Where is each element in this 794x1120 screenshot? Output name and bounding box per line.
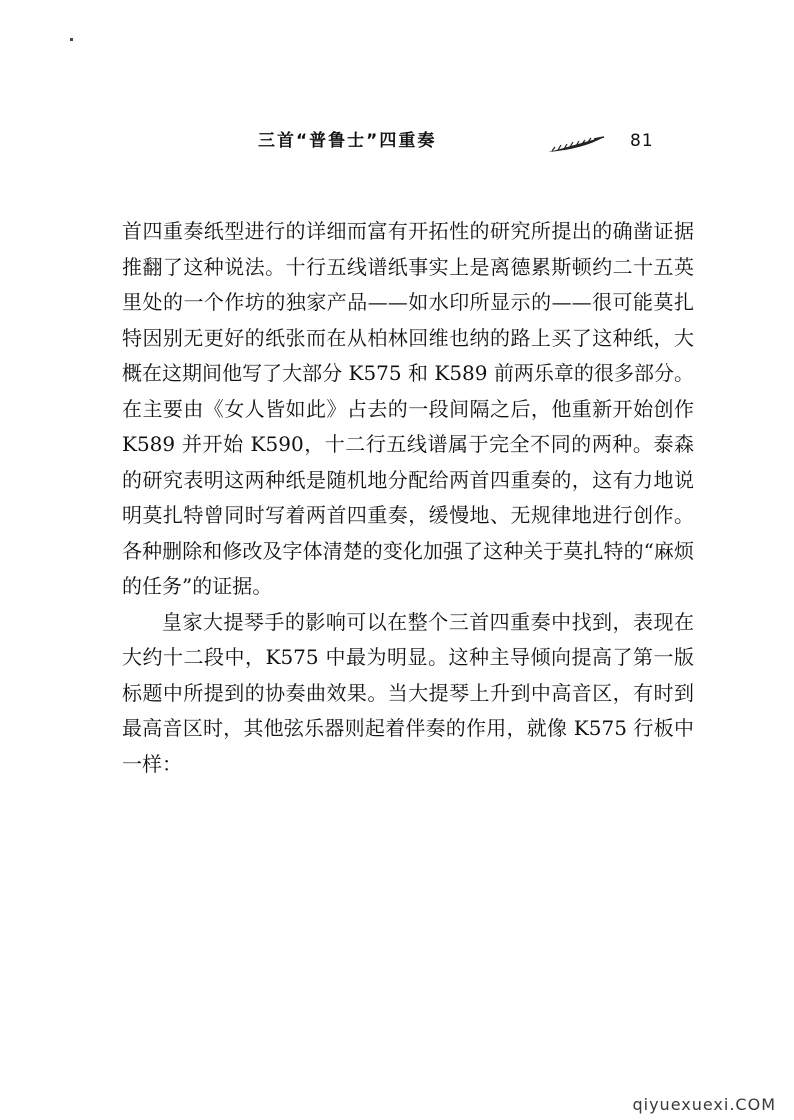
page-corner-mark <box>70 38 73 41</box>
page-number: 81 <box>630 131 654 151</box>
site-watermark: qiyuexuexi.COM <box>632 1095 776 1114</box>
paragraph-continued: 首四重奏纸型进行的详细而富有开拓性的研究所提出的确凿证据推翻了这种说法。十行五线谱纸事实上是离德累斯顿约二十五英里处的一个作坊的独家产品——如水印所显示的——很可能莫扎特因别无更好的纸张而在从柏林回维也纳的路上买了这种纸，大概在这期间他写了大部分 K575 和 K589 前两乐章的很多部分。在主要由《女人皆如此》占去的一段间隔之后，他重新开始创作 K589 并开始 K590，十二行五线谱属于完全不同的两种。泰森的研究表明这两种纸是随机地分配给两首四重奏的，这有力地说明莫扎特曾同时写着两首四重奏，缓慢地、无规律地进行创作。各种删除和修改及字体清楚的变化加强了这种关于莫扎特的“麻烦的任务”的证据。 <box>122 219 694 598</box>
header-title: 三首“普鲁士”四重奏 <box>258 131 437 151</box>
feather-ornament-icon <box>546 134 608 156</box>
running-header <box>258 126 678 160</box>
paragraph: 皇家大提琴手的影响可以在整个三首四重奏中找到，表现在大约十二段中，K575 中最为明显。这种主导倾向提高了第一版标题中所提到的协奏曲效果。当大提琴上升到中高音区，有时到最高音区时，其他弦乐器则起着伴奏的作用，就像 K575 行板中一样： <box>122 609 694 776</box>
body-text <box>122 214 694 782</box>
